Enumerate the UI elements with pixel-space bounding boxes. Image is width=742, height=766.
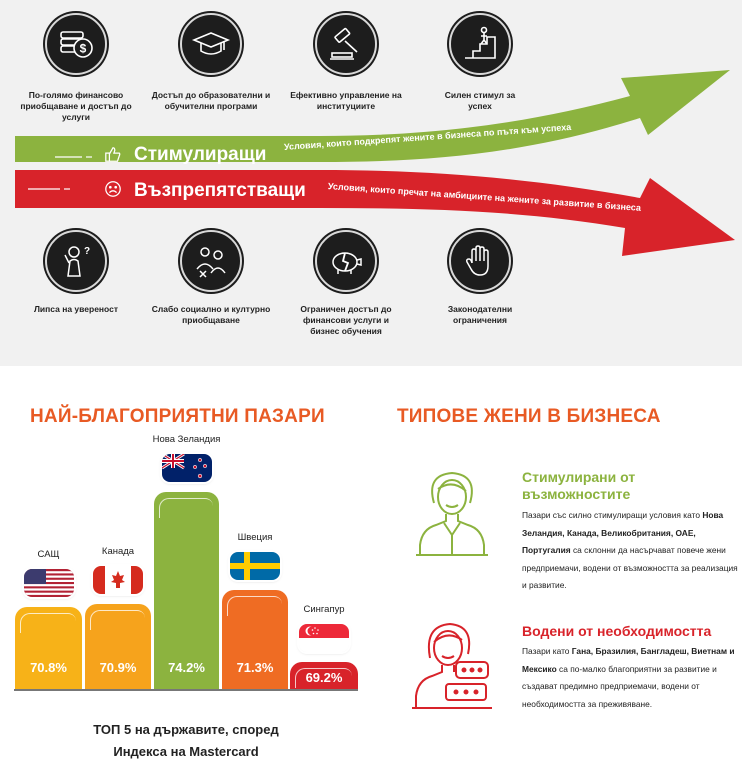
bar-3 <box>154 492 219 689</box>
bar-value-label: 71.3% <box>236 660 274 675</box>
bar-value-label: 70.9% <box>99 660 137 675</box>
businesswoman-icon <box>408 465 496 557</box>
usa-flag-icon <box>24 569 74 597</box>
bottom-icon-label: Ограничен достъп до финансови услуги и бизнес обучения <box>300 304 392 336</box>
stop-hand-icon <box>449 230 511 292</box>
necessity-countries: Гана, Бразилия, Бангладеш, Виетнам и Мексико <box>522 646 735 674</box>
conditions-panel <box>0 0 742 366</box>
woman-with-phone-icon <box>408 618 496 710</box>
opportunity-body-suffix: са склонни да насърчават повече жени предприемачи, водени от възможността за реализация и развитие. <box>522 545 738 590</box>
opportunity-body <box>522 507 740 595</box>
top-icon-label: По-голямо финансово приобщаване и достъп до услуги <box>20 90 132 122</box>
necessity-body-suffix: са по-малко благоприятни за развитие и създават предимно предприемачи, водени от необходимостта за преживяване. <box>522 663 717 709</box>
bar-value-label: 69.2% <box>305 670 343 685</box>
necessity-body <box>522 643 740 713</box>
necessity-heading: Водени от необходимостта <box>522 623 712 639</box>
bar-5 <box>290 662 358 689</box>
bar-highlight <box>90 610 145 630</box>
bar-highlight <box>20 613 76 633</box>
sad-face-icon <box>104 180 122 198</box>
country-label: Швеция <box>237 532 273 543</box>
new-zealand-flag-icon <box>162 454 212 482</box>
negative-band-title: Възпрепятстващи <box>134 180 306 201</box>
opportunity-body-prefix: Пазари със силно стимулиращи условия като <box>522 510 701 520</box>
bottom-icon-label: Законодателни ограничения <box>447 304 513 325</box>
country-label: Сингапур <box>303 604 345 615</box>
canada-flag-icon <box>93 566 143 594</box>
chart-caption-line2: Индекса на Mastercard <box>113 744 259 759</box>
bottom-icon-label: Слабо социално и културно приобщаване <box>151 304 271 325</box>
markets-title: НАЙ-БЛАГОПРИЯТНИ ПАЗАРИ <box>30 406 325 427</box>
country-label: Нова Зеландия <box>152 434 221 445</box>
svg-text:?: ? <box>84 246 91 257</box>
top-icon-label: Ефективно управление на институциите <box>290 90 402 111</box>
broken-piggy-bank-icon <box>315 230 377 292</box>
chart-caption-line1: ТОП 5 на държавите, според <box>93 722 279 737</box>
confused-woman-icon <box>45 230 107 292</box>
types-title: ТИПОВЕ ЖЕНИ В БИЗНЕСА <box>397 406 661 427</box>
bar-highlight <box>227 596 282 616</box>
bar-value-label: 74.2% <box>168 660 205 675</box>
svg-text:$: $ <box>79 41 87 56</box>
opportunity-heading: Стимулирани от възможностите <box>522 469 636 502</box>
negative-band-text: Условия, които пречат на амбициите на жените за развитие в бизнеса <box>327 181 642 213</box>
opportunity-countries: Нова Зеландия, Канада, Великобритания, ОАЕ, Португалия <box>522 510 724 555</box>
chart-baseline <box>14 689 358 691</box>
sweden-flag-icon <box>230 552 280 580</box>
positive-band-text: Условия, които подкрепят жените в бизнеса по пътя към успеха <box>283 121 572 152</box>
thumbs-up-icon <box>104 145 122 163</box>
singapore-flag-icon <box>299 624 349 652</box>
isolated-people-icon <box>180 230 242 292</box>
bar-1 <box>15 607 82 689</box>
country-label: САЩ <box>37 549 60 560</box>
positive-band-title: Стимулиращи <box>134 144 267 165</box>
country-label: Канада <box>101 546 135 557</box>
top-icon-label: Силен стимул за успех <box>444 90 516 111</box>
bottom-icon-label: Липса на увереност <box>33 304 119 314</box>
bar-value-label: 70.8% <box>30 660 67 675</box>
bar-4 <box>222 590 288 689</box>
bar-highlight <box>159 498 213 518</box>
top-icon-label: Достъп до образователни и обучителни програми <box>151 90 271 111</box>
necessity-body-prefix: Пазари като <box>522 646 570 656</box>
bar-2 <box>85 604 151 689</box>
